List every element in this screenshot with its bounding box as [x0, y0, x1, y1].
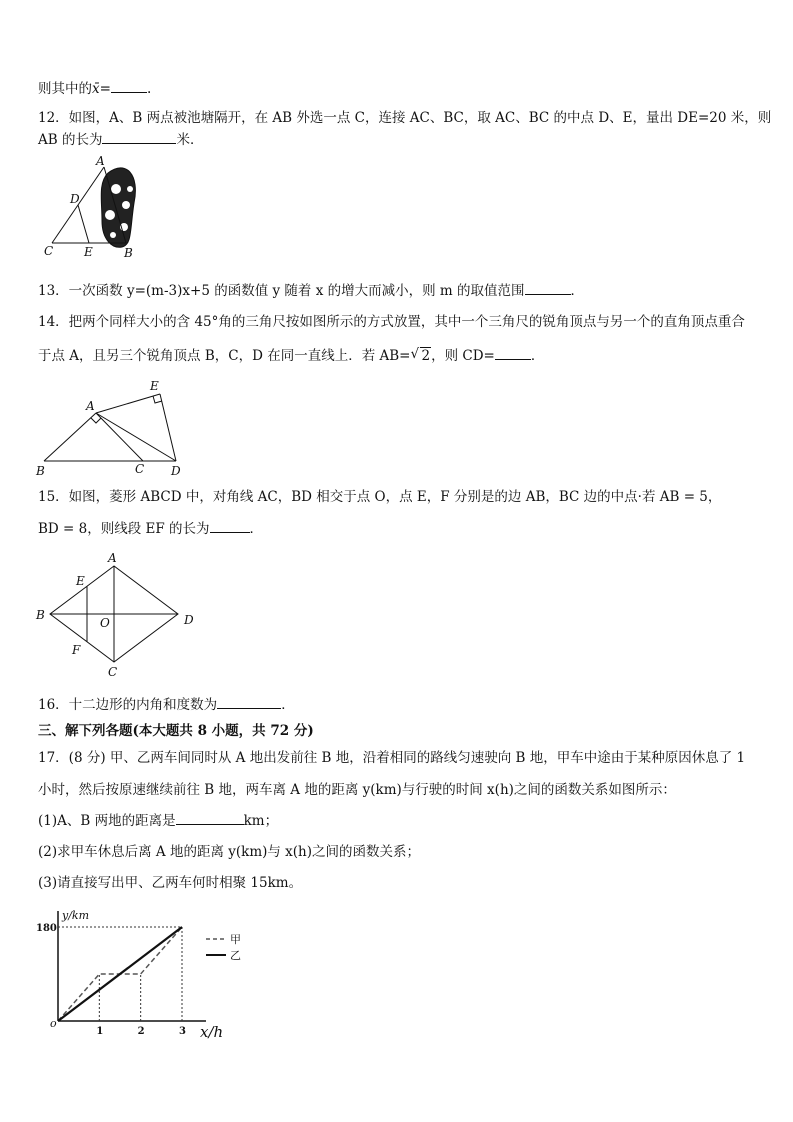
legend-label-yi: 乙: [230, 949, 241, 962]
label-e: E: [150, 379, 159, 393]
answer-blank-15[interactable]: [210, 520, 250, 533]
q12-line2: AB 的长为 米．: [38, 132, 204, 148]
label-e: E: [84, 245, 93, 259]
answer-blank-12[interactable]: [102, 131, 176, 144]
section-title: 三、解下列各题(本大题共 8 小题，共 72 分): [38, 723, 314, 739]
q15-line2: BD = 8，则线段 EF 的长为 ．: [38, 521, 264, 537]
x-tick-label: 1: [96, 1026, 104, 1037]
q14-line1: 14．把两个同样大小的含 45°角的三角尺按如图所示的方式放置，其中一个三角尺的锐角顶点与另一个的直角顶点重合: [38, 314, 745, 330]
pond-spot: [122, 201, 130, 209]
y-axis-label: y/km: [62, 909, 90, 922]
y-tick-label: 180: [36, 923, 57, 934]
label-e: E: [76, 574, 85, 588]
label-c: C: [135, 462, 145, 476]
answer-blank-14[interactable]: [495, 347, 531, 360]
label-f: F: [72, 643, 81, 657]
series-line-yi: [58, 927, 182, 1021]
q15-line1: 15．如图，菱形 ABCD 中，对角线 AC，BD 相交于点 O，点 E，F 分别是的边 AB，BC 边的中点·若 AB = 5，: [38, 489, 722, 505]
answer-blank-17-1[interactable]: [176, 812, 244, 825]
segment-ed: [160, 394, 176, 461]
answer-blank-13[interactable]: [525, 282, 571, 295]
q15-figure: [34, 552, 214, 682]
answer-blank-16[interactable]: [217, 696, 281, 709]
sqrt-expression: √ 2: [410, 346, 431, 364]
answer-blank-11[interactable]: [111, 80, 147, 93]
q17-part3: (3)请直接写出甲、乙两车何时相聚 15km。: [38, 875, 303, 891]
x-tick-label: 3: [179, 1026, 186, 1037]
label-c: C: [44, 244, 54, 258]
pond-spot: [111, 184, 121, 194]
label-b: B: [36, 608, 45, 622]
legend-label-jia: 甲: [230, 933, 241, 946]
label-a: A: [108, 551, 117, 565]
q17-line1: 17．(8 分) 甲、乙两车间同时从 A 地出发前往 B 地，沿着相同的路线匀速驶向 B 地，甲车中途由于某种原因休息了 1: [38, 750, 746, 766]
x-tick-label: 2: [137, 1026, 145, 1037]
origin-label: o: [50, 1017, 57, 1030]
label-d: D: [70, 192, 80, 206]
right-angle-mark-a: [91, 418, 101, 423]
label-b: B: [36, 464, 45, 478]
q12-line1: 12．如图，A、B 两点被池塘隔开，在 AB 外选一点 C，连接 AC、BC，取 AC、BC 的中点 D、E，量出 DE=20 米，则: [38, 110, 772, 126]
q17-part1: (1)A、B 两地的距离是 km；: [38, 813, 279, 829]
q12-figure: [38, 155, 148, 265]
segment-ae: [96, 394, 160, 413]
q16-line: 16．十二边形的内角和度数为 ．: [38, 697, 295, 713]
label-c: C: [108, 665, 118, 679]
pond-spot: [127, 186, 133, 192]
q11-tail: 则其中的x̄= .: [38, 81, 152, 97]
pond-shape: [101, 168, 135, 247]
label-b: B: [124, 246, 133, 260]
q14-figure: [36, 378, 196, 478]
q14-line2: 于点 A，且另三个锐角顶点 B，C，D 在同一直线上．若 AB= √ 2，则 CD= ．: [38, 346, 545, 364]
q13-line: 13．一次函数 y=(m-3)x+5 的函数值 y 随着 x 的增大而减小，则 m 的取值范围 ．: [38, 283, 584, 299]
label-a: A: [86, 399, 95, 413]
segment-de: [78, 205, 89, 243]
segment-ab: [44, 413, 96, 461]
q17-part2: (2)求甲车休息后离 A 地的距离 y(km)与 x(h)之间的函数关系；: [38, 844, 421, 860]
q17-line2: 小时，然后按原速继续前往 B 地，两车离 A 地的距离 y(km)与行驶的时间 x(h)之间的函数关系如图所示：: [38, 782, 676, 798]
pond-spot: [105, 210, 115, 220]
label-d: D: [184, 613, 194, 627]
q17-chart: [34, 905, 254, 1045]
label-d: D: [171, 464, 181, 478]
label-a: A: [96, 154, 105, 168]
x-axis-label: x/h: [200, 1023, 224, 1041]
pond-spot: [110, 232, 116, 238]
label-o: O: [100, 616, 110, 630]
